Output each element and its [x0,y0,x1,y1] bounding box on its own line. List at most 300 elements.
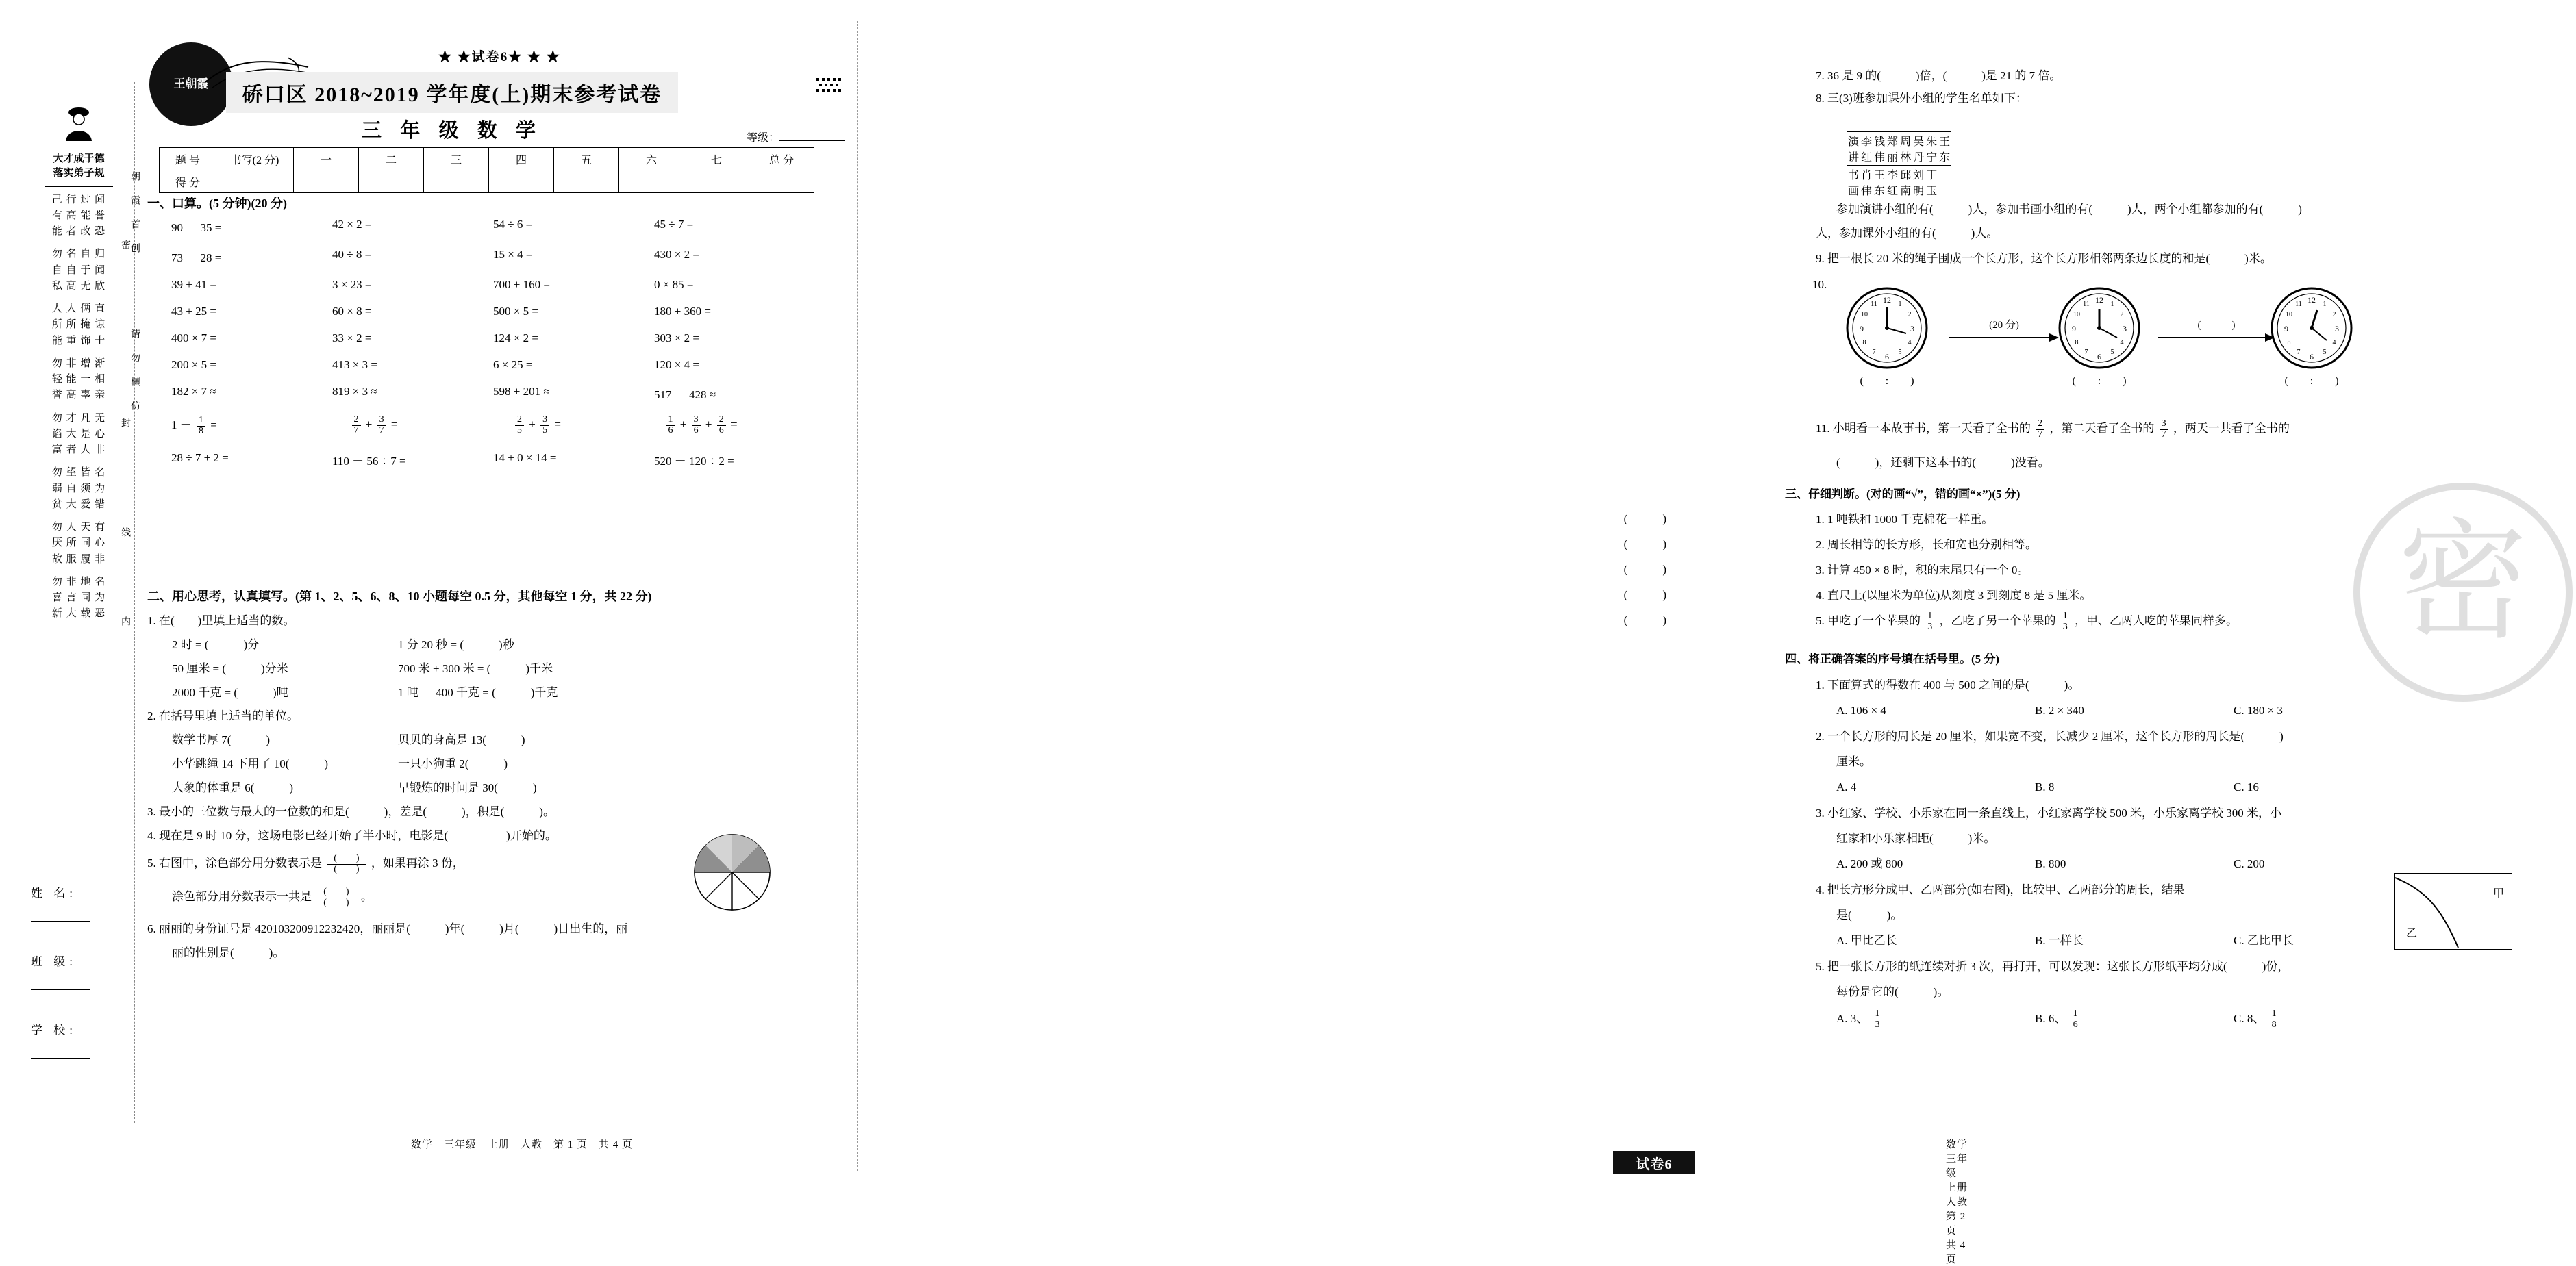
q4[interactable]: 4. 现在是 9 时 10 分，这场电影已经开始了半小时，电影是( )开始的。 [147,828,557,842]
fraction-denominator: 3 [1875,1019,1880,1030]
couplet-line: 勿 人 天 有 [51,522,106,533]
fraction-numerator: 2 [717,415,726,426]
svg-text:12: 12 [2308,295,2316,305]
svg-text:6: 6 [2310,352,2314,362]
oral-row [171,218,815,235]
option-b[interactable]: B. 8 [2035,781,2055,794]
oral-item: 500 × 5 = [493,305,538,318]
clock-2 [2055,284,2143,387]
table-cell: 王东 [1938,132,1951,166]
frac-tail: = [554,418,561,431]
q1-row [172,633,832,657]
fraction [515,415,524,435]
couplet-line: 勿 望 皆 名 [51,467,106,479]
q11-text-b: ，第二天看了全书的 [2049,422,2155,435]
svg-text:8: 8 [1862,339,1866,346]
q6-line1[interactable]: 6. 丽丽的身份证号是 420103200912232420，丽丽是( )年( )月( )日出生的，丽 [147,922,628,936]
sidebar-rule [45,186,113,187]
s3-text-c: ，甲、乙两人吃的苹果同样多。 [2075,614,2238,627]
oral-row [171,248,815,265]
paper-star-label: ★ ★试卷6★ ★ ★ [438,50,561,64]
fraction-numerator: 1 [2061,611,2070,622]
svg-text:5: 5 [1898,349,1902,356]
s4-q3-line2[interactable]: 红家和小乐家相距( )米。 [1836,832,1996,845]
table-cell [1938,166,1951,199]
svg-text:11: 11 [2083,301,2090,308]
couplet-line: 勿 非 地 名 [51,576,106,587]
q1-item[interactable]: 700 米 + 300 米 = ( )千米 [398,661,553,675]
score-cell[interactable] [749,170,814,193]
fraction-denominator: 5 [542,425,548,435]
table-cell: 刘明 [1912,166,1925,199]
oral-item: 54 ÷ 6 = [493,218,533,231]
couplet-line: 厌 所 同 心 [51,537,106,549]
page-title: 硚口区 2018~2019 学年度(上)期末参考试卷 [226,72,678,113]
left-page [0,0,857,1192]
q2-item[interactable]: 早锻炼的时间是 30( ) [398,781,537,794]
option-b[interactable]: B. 一样长 [2035,934,2084,947]
score-header: 书写(2 分) [216,148,294,170]
couplet-line: 弱 自 须 为 [51,483,106,494]
table-cell: 吴丹 [1912,132,1925,166]
clock-time-blank[interactable]: ( : ) [2284,375,2339,387]
svg-text:3: 3 [2335,324,2339,333]
fraction [2071,1009,2080,1030]
table-row [160,148,814,170]
frac-tail: = [390,418,398,431]
figure-label-yi: 乙 [2406,928,2418,939]
couplet-line: 勿 非 增 渐 [51,357,106,369]
oral-item: 182 × 7 ≈ [171,385,216,398]
fraction-numerator: 3 [692,415,701,426]
q11-text-a: 11. 小明看一本故事书，第一天看了全书的 [1816,422,2031,435]
option-a[interactable]: A. 甲比乙长 [1836,934,1897,947]
fraction [197,416,205,436]
option-a[interactable]: A. 4 [1836,781,1857,794]
svg-text:2: 2 [2120,311,2124,318]
couplet-line: 人 人 俩 直 [51,303,106,314]
q9[interactable]: 9. 把一根长 20 米的绳子围成一个长方形，这个长方形相邻两条边长度的和是( )米。 [1816,252,2272,265]
oral-item: 73 － 28 = [171,251,222,264]
field-class[interactable] [31,952,90,990]
arrow-icon [2158,331,2275,344]
s4-q1-options [1836,700,2521,721]
svg-text:9: 9 [2072,324,2076,333]
fraction [717,415,726,435]
fraction-numerator: 3 [377,415,386,426]
fraction-denominator: 6 [668,425,673,435]
svg-text:7: 7 [2297,349,2301,356]
score-cell[interactable] [359,170,424,193]
oral-item: 3 × 23 = [332,278,372,291]
s4-q5-options [1836,1008,2521,1030]
score-cell[interactable] [684,170,749,193]
svg-text:4: 4 [2120,339,2124,346]
frac-mid: + [679,418,687,431]
vertical-note: 勿 [129,353,140,365]
pie-fraction-figure [692,832,773,913]
seal-line [134,82,136,1123]
judge-answer-blank[interactable]: ( ) [1623,512,1666,525]
fraction-numerator: 1 [1925,611,1934,622]
vertical-note: 请 [129,329,140,341]
vertical-note: 霞 [129,195,140,207]
figure-label-jia: 甲 [2493,888,2505,900]
couplet-line: 誉 高 辜 亲 [51,390,106,401]
s4-q5-line1[interactable]: 5. 把一张长方形的纸连续对折 3 次，再打开，可以发现：这张长方形纸平均分成( )份， [1816,960,2290,973]
option-c-text: C. 8、 [2234,1012,2265,1025]
q1-row [172,657,832,681]
q8-text1[interactable]: 参加演讲小组的有( )人，参加书画小组的有( )人，两个小组都参加的有( ) [1836,203,2302,216]
oral-item: 180 + 360 = [654,305,711,318]
couplet-line: 故 服 履 非 [51,553,106,565]
clock-time-blank[interactable]: ( : ) [1860,375,1914,387]
vertical-note: 仿 [129,401,140,413]
svg-text:12: 12 [1883,295,1891,305]
sidebar [38,103,120,622]
svg-text:1: 1 [2323,301,2327,308]
vertical-note: 内 [120,616,130,629]
section3-item-5 [1816,610,2473,632]
fraction [2160,419,2168,440]
judge-answer-blank[interactable]: ( ) [1623,563,1666,576]
couplet-line: 自 自 于 闻 [51,264,106,276]
q1-item[interactable]: 1 吨 － 400 千克 = ( )千克 [398,685,558,699]
score-cell[interactable] [489,170,554,193]
oral-row [171,385,815,402]
couplet-line: 勿 才 凡 无 [51,412,106,424]
clock-time-blank[interactable]: ( : ) [2072,375,2127,387]
oral-item: 39 + 41 = [171,278,216,291]
option-b-text: B. 6、 [2035,1012,2066,1025]
couplet-line: 勿 名 自 归 [51,249,106,260]
oral-item: 598 + 201 ≈ [493,385,550,398]
fraction-numerator: 1 [666,415,675,426]
oral-item-fraction [664,415,816,436]
field-school-label: 学 校: [31,1024,77,1037]
fraction-numerator: 1 [197,416,205,427]
svg-text:7: 7 [1872,349,1876,356]
q11-line2[interactable]: ( )，还剩下这本书的( )没看。 [1836,456,2050,469]
clock-icon [2055,284,2143,372]
option-a[interactable]: A. 106 × 4 [1836,704,1886,717]
clock-icon [2268,284,2355,372]
q1-item[interactable]: 2000 千克 = ( )吨 [172,685,288,699]
frac-mid: + [529,418,536,431]
svg-text:3: 3 [1910,324,1914,333]
svg-text:密: 密 [2397,511,2529,655]
field-name[interactable] [31,883,90,922]
page-subtitle: 三 年 级 数 学 [361,120,542,142]
q2-item[interactable]: 大象的体重是 6( ) [172,781,294,794]
fraction [2036,419,2044,440]
option-a-text: A. 3、 [1836,1012,1868,1025]
s4-q2-options [1836,776,2521,798]
oral-item: 33 × 2 = [332,331,372,344]
option-c[interactable]: C. 200 [2234,857,2265,870]
score-header: 一 [294,148,359,170]
s3-text-b: ，乙吃了另一个苹果的 [1939,614,2056,627]
option-c[interactable]: C. 乙比甲长 [2234,934,2294,947]
svg-text:9: 9 [2284,324,2288,333]
sidebar-couplet [38,192,120,622]
oral-item-fraction [323,415,501,436]
oral-item: 110 － 56 ÷ 7 = [332,455,406,468]
oral-row [171,331,815,345]
score-header: 六 [619,148,684,170]
option-c[interactable] [2234,1008,2281,1030]
svg-text:1: 1 [1898,301,1902,308]
table-cell: 丁玉 [1925,166,1938,199]
q6-line2[interactable]: 丽的性别是( )。 [172,946,285,959]
s4-q2-line1[interactable]: 2. 一个长方形的周长是 20 厘米，如果宽不变，长减少 2 厘米，这个长方形的周长是( ) [1816,730,2284,743]
clock-3 [2268,284,2355,387]
option-c[interactable]: C. 16 [2234,781,2259,794]
fraction-denominator: 8 [2271,1019,2277,1030]
vertical-note: 密 [120,240,130,252]
svg-text:10: 10 [1861,311,1868,318]
option-a[interactable] [1836,1008,2035,1030]
fraction-numerator-blank[interactable]: ( ) [316,887,355,898]
clock-arrow-2 [2158,317,2275,347]
oral-item: 413 × 3 = [332,358,377,371]
oral-row [171,358,815,372]
q3[interactable]: 3. 最小的三位数与最大的一位数的和是( )，差是( )，积是( )。 [147,805,555,818]
oral-item: 700 + 160 = [493,278,550,291]
field-school-input[interactable] [31,1044,90,1059]
couplet-line: 有 高 能 誉 [51,210,106,221]
svg-text:12: 12 [2095,295,2103,305]
field-name-input[interactable] [31,907,90,922]
fraction-denominator-blank[interactable]: ( ) [323,897,349,908]
score-cell[interactable] [216,170,294,193]
option-a[interactable]: A. 200 或 800 [1836,857,1903,870]
svg-text:11: 11 [2295,301,2302,308]
s3-text-a: 5. 甲吃了一个苹果的 [1816,614,1921,627]
svg-text:10: 10 [2073,311,2080,318]
score-header: 五 [554,148,619,170]
oral-item: 400 × 7 = [171,331,216,344]
arrow-label[interactable]: ( ) [2197,320,2236,331]
s4-q4-line2[interactable]: 是( )。 [1836,909,1903,922]
couplet-line: 喜 言 同 为 [51,592,106,603]
option-b[interactable]: B. 800 [2035,857,2066,870]
field-class-input[interactable] [31,976,90,990]
section4-heading: 四、将正确答案的序号填在括号里。(5 分) [1785,653,2000,666]
svg-text:8: 8 [2075,339,2079,346]
svg-text:9: 9 [1860,324,1864,333]
s4-q5-line2[interactable]: 每份是它的( )。 [1836,985,1949,998]
judge-answer-blank[interactable]: ( ) [1623,588,1666,601]
rectangle-split-svg [2395,874,2512,949]
right-page [857,0,2529,1265]
frac-mid: + [365,418,373,431]
fraction-numerator: 3 [540,415,549,426]
oral-item: 124 × 2 = [493,331,538,344]
table-row [160,170,814,193]
score-cell[interactable] [294,170,359,193]
table-cell: 邱南 [1899,166,1912,199]
score-cell[interactable] [554,170,619,193]
svg-text:11: 11 [1871,301,1877,308]
grade-field[interactable] [747,129,845,144]
q2-item[interactable]: 一只小狗重 2( ) [398,757,508,771]
oral-item: 200 × 5 = [171,358,216,371]
q10-label: 10. [1812,278,1827,291]
rectangle-split-figure [2394,873,2512,950]
vertical-note: 横 [129,377,140,389]
score-cell[interactable] [619,170,684,193]
oral-row [171,451,815,468]
q5-text-d: 。 [360,890,373,904]
q8-stem: 8. 三(3)班参加课外小组的学生名单如下： [1816,92,2027,105]
fraction-numerator: 2 [2036,419,2044,430]
table-cell: 王东 [1873,166,1886,199]
fraction-denominator: 7 [2038,429,2043,440]
q7[interactable]: 7. 36 是 9 的( )倍，( )是 21 的 7 倍。 [1816,69,2062,82]
couplet-line: 贫 大 爱 错 [51,498,106,510]
couplet-line: 私 高 无 欣 [51,280,106,292]
svg-text:10: 10 [2286,311,2292,318]
grade-label: 等级： [747,132,780,144]
q2-row [172,776,832,800]
table-row [1847,132,1951,166]
option-b[interactable] [2035,1008,2234,1030]
field-class-label: 班 级: [31,955,77,968]
section3-item: 4. 直尺上(以厘米为单位)从刻度 3 到刻度 8 是 5 厘米。 [1816,589,2092,602]
couplet-line: 轻 能 一 相 [51,374,106,385]
oral-item: 40 ÷ 8 = [332,248,372,261]
s4-q4-line1: 4. 把长方形分成甲、乙两部分(如右图)，比较甲、乙两部分的周长，结果 [1816,883,2185,896]
couplet-line: 己 行 过 闻 [51,194,106,205]
score-header: 三 [424,148,489,170]
table-cell: 李红 [1886,166,1899,199]
q1-item[interactable]: 2 时 = ( )分 [172,637,260,651]
fraction-denominator: 8 [199,425,203,436]
q2-row [172,752,832,776]
q1-item[interactable]: 1 分 20 秒 = ( )秒 [398,637,514,651]
q2-stem: 2. 在括号里填上适当的单位。 [147,709,299,723]
fraction [2061,611,2070,632]
fraction [1925,611,1934,632]
q2-item[interactable]: 贝贝的身高是 13( ) [398,733,525,747]
q2-item[interactable]: 小华跳绳 14 下用了 10( ) [172,757,329,771]
oral-item: 520 － 120 ÷ 2 = [654,455,734,468]
s4-q1[interactable]: 1. 下面算式的得数在 400 与 500 之间的是( )。 [1816,679,2080,692]
svg-text:6: 6 [1885,352,1889,362]
fraction-denominator: 6 [693,425,699,435]
fraction-numerator: 3 [2160,419,2168,430]
field-school[interactable] [31,1020,90,1059]
brand-seal-text: 王朝霞 [173,77,209,91]
arrow-icon [1949,331,2059,344]
score-header: 四 [489,148,554,170]
judge-answer-blank[interactable]: ( ) [1623,613,1666,626]
q8-text2[interactable]: 人，参加课外小组的有( )人。 [1816,227,1999,240]
couplet-line: 能 重 饰 士 [51,335,106,346]
fraction [666,415,675,435]
fraction-numerator: 1 [2071,1009,2080,1020]
fraction [692,415,701,435]
option-b[interactable]: B. 2 × 340 [2035,704,2084,717]
score-header: 二 [359,148,424,170]
fraction-denominator: 7 [379,425,384,435]
frac-tail: = [210,418,217,431]
q2-item[interactable]: 数学书厚 7( ) [172,733,271,747]
oral-item: 42 × 2 = [332,218,372,231]
fraction-denominator: 6 [2073,1019,2078,1030]
oral-item: 430 × 2 = [654,248,699,261]
oral-item: 15 × 4 = [493,248,533,261]
section3-heading: 三、仔细判断。(对的画“√”，错的画“×”)(5 分) [1785,488,2021,501]
fraction-denominator: 3 [1927,621,1933,632]
table-cell: 朱宁 [1925,132,1938,166]
score-table [159,147,814,193]
fraction [352,415,361,435]
fraction [1873,1009,1882,1030]
score-header: 七 [684,148,749,170]
arrow-label: (20 分) [1989,320,2019,331]
q1-row [172,681,832,705]
student-group-table [1847,131,1951,199]
svg-text:2: 2 [1908,311,1912,318]
vertical-note: 首 [129,219,140,231]
oral-calc-grid [171,218,815,481]
score-cell[interactable] [424,170,489,193]
oral-item: 14 + 0 × 14 = [493,451,557,465]
fraction-denominator: 3 [2062,621,2068,632]
oral-row [171,305,815,318]
q5-fraction-blank-2[interactable] [316,887,355,908]
fraction-numerator-blank[interactable]: ( ) [327,854,366,865]
fraction [377,415,386,435]
fraction-denominator: 5 [517,425,522,435]
oral-item: 60 × 8 = [332,305,372,318]
clock-sequence [1829,284,2339,387]
q5-fraction-blank[interactable] [327,854,366,874]
oral-item: 43 + 25 = [171,305,216,318]
frac-mid2: + [705,418,712,431]
fraction-denominator-blank[interactable]: ( ) [334,864,360,875]
section3-item: 2. 周长相等的长方形，长和宽也分别相等。 [1816,538,2037,551]
option-c[interactable]: C. 180 × 3 [2234,704,2283,717]
q1-stem: 1. 在( )里填上适当的数。 [147,614,295,627]
vertical-note: 朝 [129,171,140,183]
field-name-label: 姓 名: [31,887,77,900]
table-cell: 李红 [1860,132,1873,166]
svg-text:6: 6 [2097,352,2101,362]
table-cell: 肖伟 [1860,166,1873,199]
oral-item: 6 × 25 = [493,358,533,371]
grade-input[interactable] [779,140,845,141]
couplet-line: 新 大 载 恶 [51,608,106,620]
svg-text:8: 8 [2287,339,2291,346]
fraction [540,415,549,435]
score-header: 总 分 [749,148,814,170]
q11-line1 [1816,418,2542,440]
oral-item: 303 × 2 = [654,331,699,344]
oral-item: 45 ÷ 7 = [654,218,694,231]
section3-item: 3. 计算 450 × 8 时，积的末尾只有一个 0。 [1816,564,2029,577]
oral-row [171,278,815,292]
judge-answer-blank[interactable]: ( ) [1623,537,1666,550]
clock-1 [1843,284,1931,387]
s4-q2-line2: 厘米。 [1836,755,1871,768]
q1-item[interactable]: 50 厘米 = ( )分米 [172,661,288,675]
clock-arrow-1 [1949,317,2059,347]
vertical-note: 封 [120,418,130,430]
svg-text:4: 4 [1908,339,1912,346]
